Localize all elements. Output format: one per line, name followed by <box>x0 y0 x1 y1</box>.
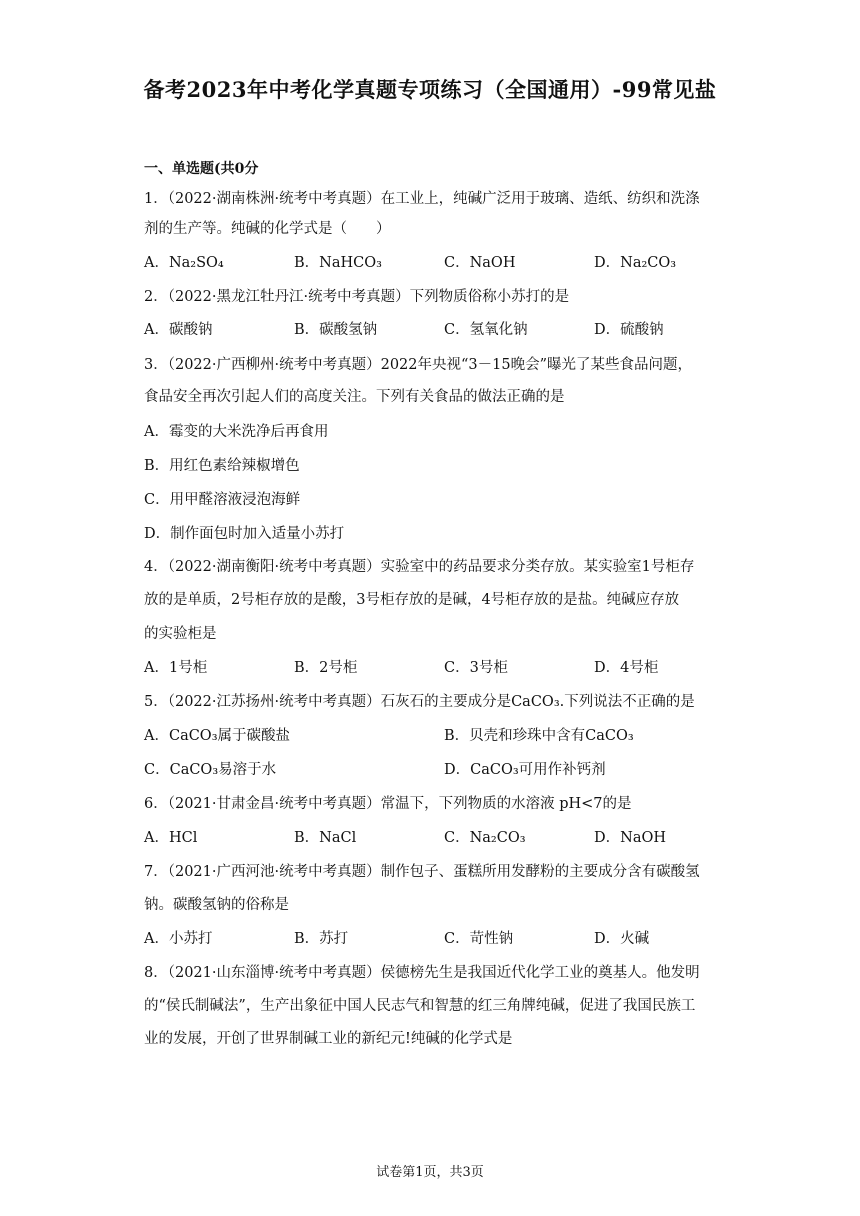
question-6-option-b: B．NaCl <box>294 830 357 846</box>
question-8-line-3: 业的发展，开创了世界制碱工业的新纪元!纯碱的化学式是 <box>144 1031 513 1047</box>
question-3-line-1: 3．（2022·广西柳州·统考中考真题）2022年央视“3－15晚会”曝光了某些食品问题， <box>144 357 692 373</box>
question-7-line-2: 钠。碳酸氢钠的俗称是 <box>144 897 289 913</box>
question-4-option-c: C．3号柜 <box>444 660 508 676</box>
question-3-option-d: D．制作面包时加入适量小苏打 <box>144 526 345 542</box>
question-5-option-b: B．贝壳和珍珠中含有CaCO₃ <box>444 728 634 744</box>
question-6-option-a: A．HCl <box>144 830 198 846</box>
question-2-option-a: A．碳酸钠 <box>144 322 213 338</box>
question-6-option-c: C．Na₂CO₃ <box>444 830 526 846</box>
question-1-line-2: 剂的生产等。纯碱的化学式是（ ） <box>144 221 391 237</box>
question-1-line-1: 1．（2022·湖南株洲·统考中考真题）在工业上，纯碱广泛用于玻璃、造纸、纺织和洗涤 <box>144 191 700 207</box>
question-3-line-2: 食品安全再次引起人们的高度关注。下列有关食品的做法正确的是 <box>144 389 565 405</box>
question-3-option-c: C．用甲醛溶液浸泡海鲜 <box>144 492 301 508</box>
question-8-line-2: 的“侯氏制碱法”，生产出象征中国人民志气和智慧的红三角牌纯碱，促进了我国民族工 <box>144 998 696 1014</box>
question-1-option-a: A．Na₂SO₄ <box>144 255 224 271</box>
question-8-line-1: 8．（2021·山东淄博·统考中考真题）侯德榜先生是我国近代化学工业的奠基人。他发明 <box>144 965 700 981</box>
question-7-option-b: B．苏打 <box>294 931 349 947</box>
question-4-line-3: 的实验柜是 <box>144 626 217 642</box>
question-5-option-d: D．CaCO₃可用作补钙剂 <box>444 762 606 778</box>
question-2-option-d: D．硫酸钠 <box>594 322 664 338</box>
question-2-option-b: B．碳酸氢钠 <box>294 322 378 338</box>
question-6-option-d: D．NaOH <box>594 830 666 846</box>
question-4-line-2: 放的是单质，2号柜存放的是酸，3号柜存放的是碱，4号柜存放的是盐。纯碱应存放 <box>144 592 680 608</box>
question-1-option-d: D．Na₂CO₃ <box>594 255 677 271</box>
question-4-line-1: 4．（2022·湖南衡阳·统考中考真题）实验室中的药品要求分类存放。某实验室1号柜存 <box>144 559 695 575</box>
question-1-option-b: B．NaHCO₃ <box>294 255 382 271</box>
page-footer: 试卷第1页，共3页 <box>376 1165 484 1180</box>
page-title: 备考2023年中考化学真题专项练习（全国通用）-99常见盐 <box>143 77 717 102</box>
question-3-option-a: A．霉变的大米洗净后再食用 <box>144 424 329 440</box>
question-4-option-b: B．2号柜 <box>294 660 358 676</box>
question-4-option-d: D．4号柜 <box>594 660 659 676</box>
question-7-option-d: D．火碱 <box>594 931 650 947</box>
question-7-line-1: 7．（2021·广西河池·统考中考真题）制作包子、蛋糕所用发酵粉的主要成分含有碳酸氢 <box>144 864 700 880</box>
question-6-line-1: 6．（2021·甘肃金昌·统考中考真题）常温下，下列物质的水溶液 pH<7的是 <box>144 796 632 812</box>
question-2-option-c: C．氢氧化钠 <box>444 322 528 338</box>
section-heading: 一、单选题(共0分 <box>144 161 259 177</box>
question-7-option-a: A．小苏打 <box>144 931 213 947</box>
question-5-option-c: C．CaCO₃易溶于水 <box>144 762 277 778</box>
question-5-option-a: A．CaCO₃属于碳酸盐 <box>144 728 291 744</box>
question-5-line-1: 5．（2022·江苏扬州·统考中考真题）石灰石的主要成分是CaCO₃.下列说法不正确的是 <box>144 694 695 710</box>
question-1-option-c: C．NaOH <box>444 255 516 271</box>
question-3-option-b: B．用红色素给辣椒增色 <box>144 458 300 474</box>
question-2-line-1: 2．（2022·黑龙江牡丹江·统考中考真题）下列物质俗称小苏打的是 <box>144 289 570 305</box>
question-4-option-a: A．1号柜 <box>144 660 208 676</box>
question-7-option-c: C．苛性钠 <box>444 931 514 947</box>
